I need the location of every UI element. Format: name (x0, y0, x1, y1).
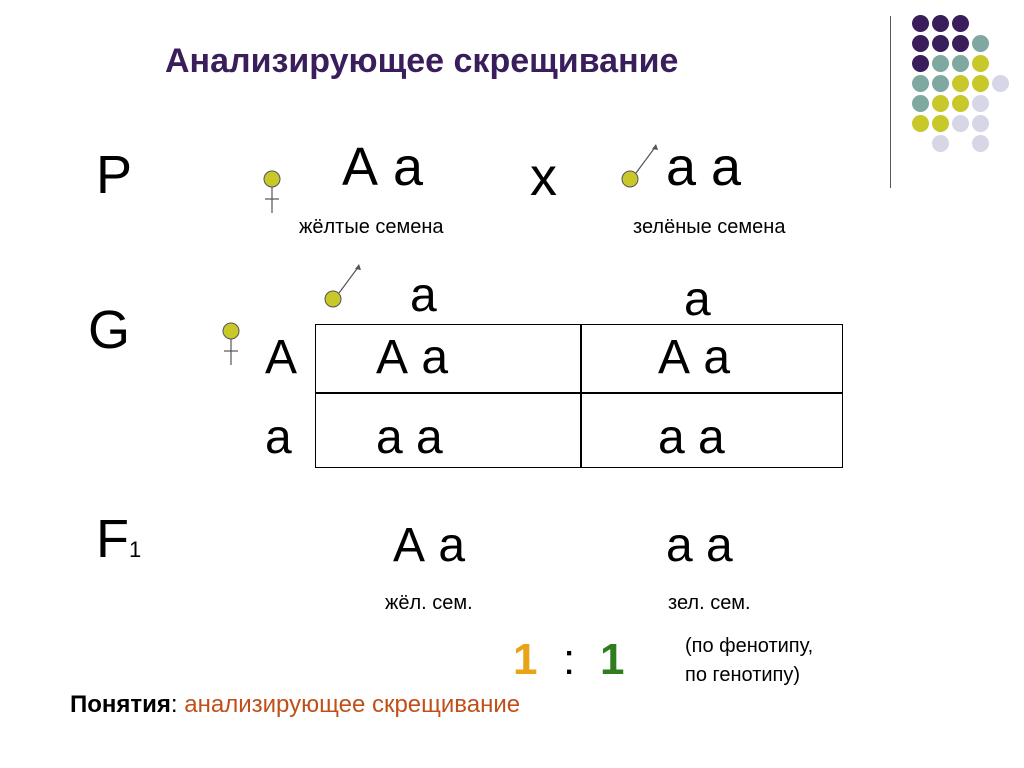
punnett-divider-horizontal (316, 392, 842, 394)
row-label-f-letter: F (96, 509, 129, 569)
decor-dot (952, 55, 969, 72)
concept-term: анализирующее скрещивание (184, 691, 521, 718)
decor-dot (972, 35, 989, 52)
male-symbol-icon (619, 142, 663, 194)
offspring-phenotype-1: жёл. сем. (385, 592, 473, 614)
row-label-g: G (88, 300, 131, 360)
offspring-phenotype-2: зел. сем. (668, 592, 751, 614)
offspring-genotype-1: А а (393, 519, 466, 572)
punnett-cell-2-1: а а (376, 411, 443, 464)
decor-dot (932, 35, 949, 52)
male-genotype: а а (666, 137, 742, 197)
male-gamete-symbol-icon (322, 262, 366, 314)
decor-dot (972, 75, 989, 92)
decor-dot (932, 95, 949, 112)
female-symbol-icon (262, 170, 282, 218)
row-label-f-subscript: 1 (129, 537, 142, 562)
decor-dot (952, 95, 969, 112)
ratio-note-line2: по генотипу) (685, 664, 801, 686)
decor-dot (952, 15, 969, 32)
punnett-cell-1-1: А а (376, 331, 449, 384)
offspring-genotype-2: а а (666, 519, 733, 572)
ratio-separator: : (563, 635, 576, 684)
female-genotype: А а (342, 137, 424, 197)
decor-dot (912, 115, 929, 132)
ratio-left-value: 1 (513, 635, 538, 684)
concept-label: Понятия (70, 691, 171, 718)
decor-dot (972, 55, 989, 72)
concept-colon: : (170, 691, 178, 718)
decor-dot (912, 55, 929, 72)
punnett-divider-vertical (580, 325, 582, 467)
decor-dot (992, 75, 1009, 92)
decor-dot (972, 135, 989, 152)
decor-dot (952, 35, 969, 52)
punnett-cell-1-2: А а (658, 331, 731, 384)
decor-dot (932, 135, 949, 152)
row-label-p: P (96, 145, 133, 205)
decor-dot (932, 115, 949, 132)
decor-dot (952, 115, 969, 132)
female-gamete-symbol-icon (221, 322, 241, 370)
decor-dot (972, 95, 989, 112)
female-phenotype: жёлтые семена (299, 216, 444, 238)
decor-dot (912, 75, 929, 92)
female-gamete-1: А (265, 331, 298, 384)
decor-dot (912, 95, 929, 112)
ratio-right-value: 1 (600, 635, 625, 684)
page-title: Анализирующее скрещивание (165, 42, 679, 80)
female-gamete-2: а (265, 411, 292, 464)
decor-dot (932, 15, 949, 32)
male-phenotype: зелёные семена (633, 216, 786, 238)
ratio-note-line1: (по фенотипу, (685, 635, 814, 657)
decor-dot (912, 35, 929, 52)
row-label-f (96, 509, 142, 569)
decor-dot (952, 75, 969, 92)
decor-dot (912, 15, 929, 32)
cross-sign: х (530, 147, 557, 207)
decor-dot (932, 75, 949, 92)
decorative-vertical-line (890, 16, 891, 188)
concept-line (70, 693, 520, 717)
decor-dot (972, 115, 989, 132)
male-gamete-2: а (684, 273, 711, 326)
male-gamete-1: а (410, 269, 437, 322)
decor-dot (932, 55, 949, 72)
punnett-cell-2-2: а а (658, 411, 725, 464)
